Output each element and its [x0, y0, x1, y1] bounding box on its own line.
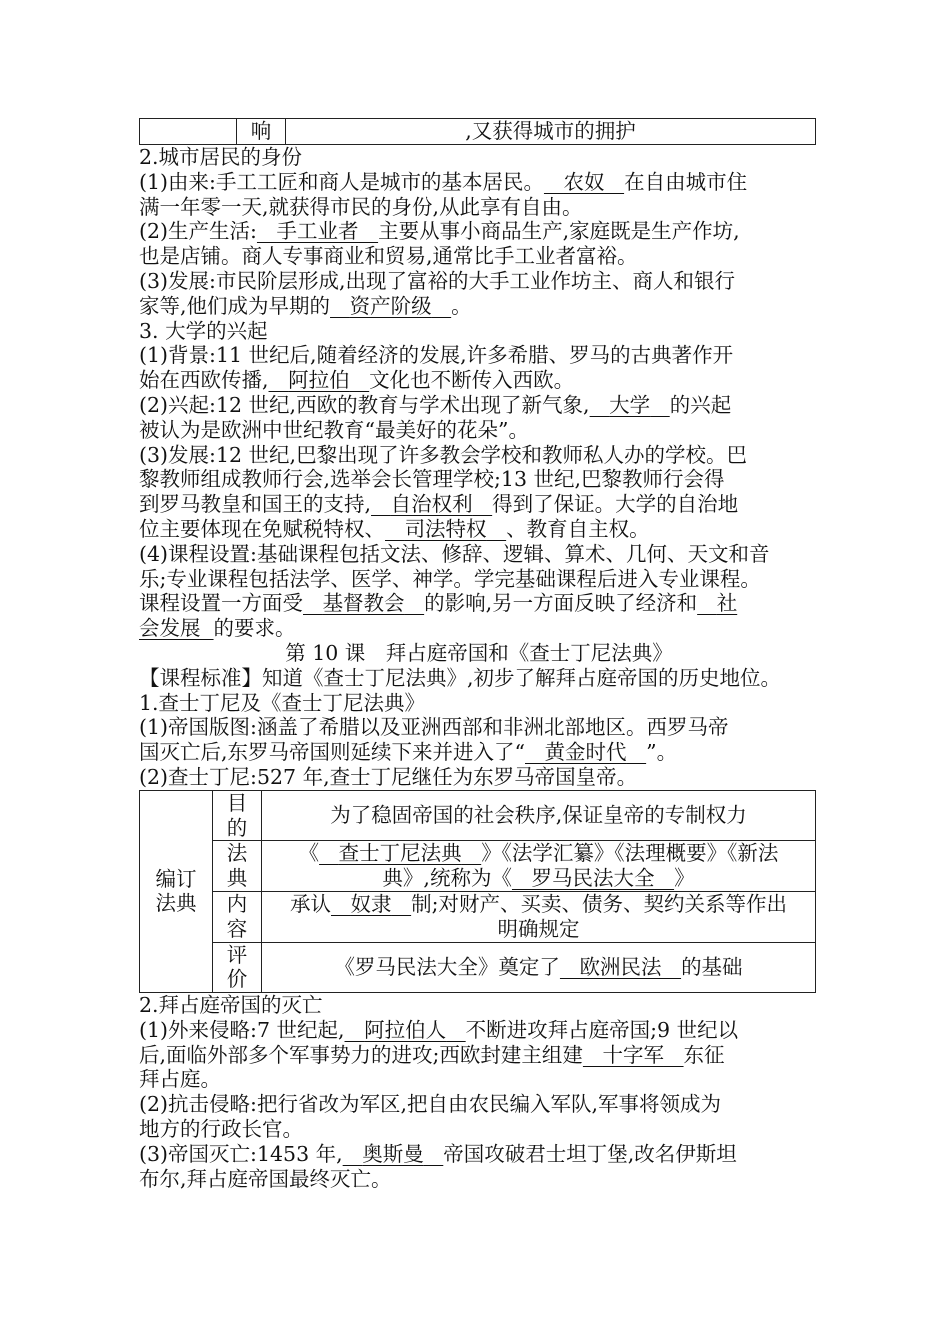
paragraph-line	[139, 517, 819, 542]
text: 位主要体现在免赋税特权、	[139, 516, 385, 541]
value-text: 为了稳固帝国的社会秩序,保证皇帝的专制权力	[330, 803, 747, 828]
paragraph-line	[139, 1018, 819, 1043]
answer-text: 奥斯曼	[362, 1141, 424, 1166]
answer-blank	[560, 955, 681, 979]
text: 主要从事小商品生产,家庭既是生产作坊,	[378, 219, 740, 244]
key-text: 典	[226, 866, 248, 891]
cell-text: ,又获得城市的拥护	[465, 119, 636, 144]
answer-text: 黄金时代	[544, 740, 627, 765]
paragraph-line: (2)抗击侵略:把行省改为军区,把自由农民编入军队,军事将领成为	[139, 1092, 721, 1117]
answer-text: 大学	[609, 392, 651, 417]
key-text: 容	[226, 916, 248, 941]
table-value-cell	[262, 942, 816, 993]
value-text: 《罗马民法大全》奠定了	[334, 954, 560, 979]
table-row	[140, 891, 816, 942]
text: 家等,他们成为早期的	[139, 293, 331, 318]
answer-text: 阿拉伯	[288, 368, 350, 393]
table-key-cell	[213, 841, 262, 892]
paragraph-line: (1)背景:11 世纪后,随着经济的发展,许多希腊、罗马的古典著作开	[139, 343, 734, 368]
value-text: 《	[298, 841, 320, 866]
answer-text: 阿拉伯人	[364, 1017, 447, 1042]
answer-blank	[512, 866, 674, 890]
table-row	[140, 942, 816, 993]
answer-blank	[525, 740, 646, 764]
paragraph-line	[139, 1043, 819, 1068]
value-text: 制;对财产、买卖、债务、契约关系等作出	[411, 891, 788, 916]
text: 得到了保证。大学的自治地	[492, 492, 739, 517]
answer-blank	[697, 591, 737, 615]
text: 帝国攻破君士坦丁堡,改名伊斯坦	[443, 1141, 737, 1166]
text: 。	[451, 293, 472, 318]
value-text: 》	[674, 866, 695, 891]
text: 东征	[683, 1042, 725, 1067]
top-table-fragment	[139, 118, 816, 145]
table-row	[140, 841, 816, 892]
paragraph-line	[139, 492, 819, 517]
text: 的兴起	[669, 392, 732, 417]
answer-text: 十字军	[602, 1042, 664, 1067]
table-key-cell	[213, 942, 262, 993]
table-cell: 响	[237, 119, 286, 145]
table-key-cell	[213, 891, 262, 942]
value-text: 承认	[289, 891, 331, 916]
answer-text: 欧洲民法	[579, 954, 662, 979]
paragraph-line: (4)课程设置:基础课程包括文法、修辞、逻辑、算术、几何、天文和音	[139, 541, 770, 566]
answer-text: 手工业者	[276, 219, 359, 244]
answer-text: 农奴	[563, 169, 605, 194]
answer-blank	[343, 1142, 444, 1166]
text: 始在西欧传播,	[139, 368, 269, 393]
text: (2)兴起:12 世纪,西欧的教育与学术出现了新气象,	[139, 392, 590, 417]
table-key-cell	[213, 790, 262, 841]
key-text: 价	[226, 967, 248, 992]
answer-blank	[331, 892, 411, 916]
paragraph-line: 乐;专业课程包括法学、医学、神学。学完基础课程后进入专业课程。	[139, 566, 761, 591]
paragraph-line: (3)发展:12 世纪,巴黎出现了许多教会学校和教师私人办的学校。巴	[139, 442, 748, 467]
paragraph-line: (2)查士丁尼:527 年,查士丁尼继任为东罗马帝国皇帝。	[139, 764, 638, 789]
answer-text: 奴隶	[350, 891, 392, 916]
paragraph-line: 满一年零一天,就获得市民的身份,从此享有自由。	[139, 194, 583, 219]
paragraph-line: 拜占庭。	[139, 1067, 221, 1092]
table-value-cell	[262, 841, 816, 892]
paragraph-line: 被认为是欧洲中世纪教育“最美好的花朵”。	[139, 417, 529, 442]
text: (2)生产生活:	[139, 219, 257, 244]
value-text: 的基础	[681, 954, 743, 979]
answer-text: 自治权利	[390, 492, 473, 517]
key-text: 目	[226, 790, 248, 815]
section-title: 2.拜占庭帝国的灭亡	[139, 993, 323, 1018]
text: 国灭亡后,东罗马帝国则延续下来并进入了“	[139, 740, 525, 765]
paragraph-line: (1)帝国版图:涵盖了希腊以及亚洲西部和非洲北部地区。西罗马帝	[139, 715, 729, 740]
paragraph-line	[139, 1142, 819, 1167]
text: (1)由来:手工工匠和商人是城市的基本居民。	[139, 169, 544, 194]
value-text: 明确规定	[497, 916, 580, 941]
paragraph-line	[139, 393, 819, 418]
section-title: 3. 大学的兴起	[139, 318, 268, 343]
answer-blank	[319, 841, 481, 865]
text: 的影响,另一方面反映了经济和	[424, 591, 698, 616]
text: (1)外来侵略:7 世纪起,	[139, 1017, 345, 1042]
paragraph-line: (3)发展:市民阶层形成,出现了富裕的大手工业作坊主、商人和银行	[139, 268, 735, 293]
text: 课程设置一方面受	[139, 591, 303, 616]
paragraph-line	[139, 740, 819, 765]
paragraph-line: 布尔,拜占庭帝国最终灭亡。	[139, 1166, 392, 1191]
key-text: 法	[226, 841, 248, 866]
answer-blank	[385, 517, 506, 541]
section-title: 1.查士丁尼及《查士丁尼法典》	[139, 690, 426, 715]
table-value-cell	[262, 891, 816, 942]
answer-text: 基督教会	[322, 591, 405, 616]
paragraph-line: 地方的行政长官。	[139, 1117, 303, 1142]
answer-blank	[371, 492, 492, 516]
text: 到罗马教皇和国王的支持,	[139, 492, 372, 517]
text: (3)帝国灭亡:1453 年,	[139, 1141, 343, 1166]
answer-blank	[303, 591, 424, 615]
text: 文化也不断传入西欧。	[369, 368, 575, 393]
answer-blank	[269, 368, 370, 392]
answer-blank	[590, 393, 670, 417]
table-row	[140, 119, 816, 145]
answer-blank	[345, 1018, 466, 1042]
text: 不断进攻拜占庭帝国;9 世纪以	[465, 1017, 739, 1042]
document-page	[139, 118, 819, 1191]
answer-text: 会发展	[139, 616, 201, 641]
value-text: 》《法学汇纂》《法理概要》《新法	[481, 841, 779, 866]
answer-text: 社	[716, 591, 738, 616]
answer-blank	[330, 294, 451, 318]
paragraph-line	[139, 219, 819, 244]
text: 在自由城市住	[624, 169, 748, 194]
law-compilation-table	[139, 790, 816, 993]
section-title: 2.城市居民的身份	[139, 145, 303, 169]
paragraph-line: 也是店铺。商人专事商业和贸易,通常比手工业者富裕。	[139, 244, 638, 269]
answer-text: 罗马民法大全	[531, 866, 655, 891]
text: ”。	[646, 740, 678, 765]
course-standard: 【课程标准】知道《查士丁尼法典》,初步了解拜占庭帝国的历史地位。	[139, 665, 782, 690]
answer-text: 司法特权	[404, 516, 487, 541]
key-text: 的	[226, 815, 248, 840]
paragraph-line: 黎教师组成教师行会,选举会长管理学校;13 世纪,巴黎教师行会得	[139, 467, 725, 492]
value-text: 典》,统称为《	[382, 866, 512, 891]
answer-blank	[583, 1043, 684, 1067]
table-cell-empty	[140, 119, 237, 145]
lesson-title: 第 10 课 拜占庭帝国和《查士丁尼法典》	[285, 640, 673, 665]
table-group-label	[140, 790, 213, 992]
paragraph-line	[139, 170, 819, 195]
paragraph-line	[139, 616, 819, 641]
paragraph-line	[139, 591, 819, 616]
table-cell	[286, 119, 816, 145]
paragraph-line	[139, 294, 819, 319]
label-text: 法典	[155, 891, 197, 916]
key-text: 内	[226, 891, 248, 916]
answer-blank	[544, 170, 624, 194]
table-value-cell	[262, 790, 816, 841]
text: 的要求。	[213, 616, 296, 641]
answer-text: 资产阶级	[349, 293, 432, 318]
label-text: 编订	[155, 866, 197, 891]
text: 、教育自主权。	[506, 516, 650, 541]
answer-blank	[257, 219, 378, 243]
answer-blank	[139, 616, 214, 640]
key-text: 评	[226, 942, 248, 967]
paragraph-line	[139, 368, 819, 393]
table-row	[140, 790, 816, 841]
text: 后,面临外部多个军事势力的进攻;西欧封建主组建	[139, 1042, 583, 1067]
answer-text: 查士丁尼法典	[338, 841, 462, 866]
